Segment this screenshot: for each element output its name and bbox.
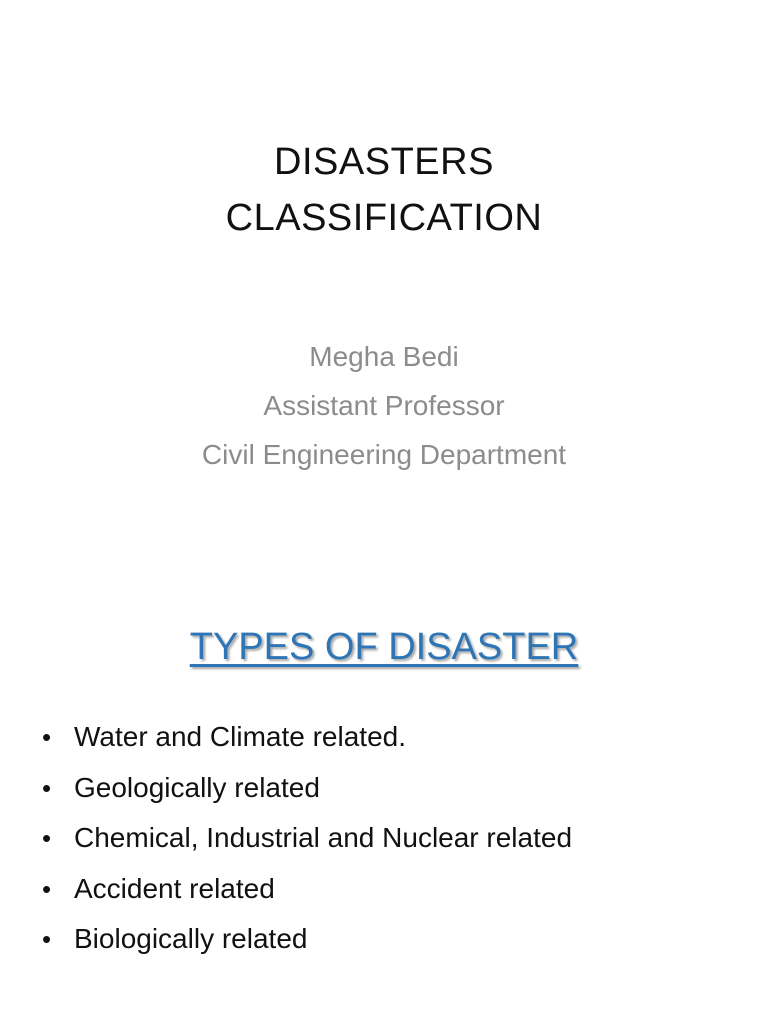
bullet-item <box>42 712 572 763</box>
bullet-item <box>42 864 572 915</box>
types-slide <box>0 512 768 1024</box>
bullet-text: Geologically related <box>74 771 320 803</box>
bullet-text: Accident related <box>74 872 275 904</box>
author-department: Civil Engineering Department <box>201 439 567 470</box>
bullet-item <box>42 914 572 965</box>
title-line: DISASTERS <box>274 141 494 183</box>
bullet-text: Water and Climate related. <box>74 721 406 752</box>
bullet-text: Biologically related <box>74 923 308 954</box>
bullet-item <box>42 813 572 864</box>
author-name: Megha Bedi <box>309 341 459 372</box>
slide-heading: TYPES OF DISASTER <box>189 626 579 668</box>
bullet-icon: • <box>42 772 52 803</box>
bullet-list <box>42 712 572 965</box>
bullet-item <box>42 763 572 814</box>
bullet-icon: • <box>42 823 52 853</box>
bullet-icon: • <box>42 873 52 904</box>
slide-title <box>0 134 768 246</box>
bullet-icon: • <box>42 924 52 954</box>
author-position: Assistant Professor <box>263 390 505 421</box>
bullet-icon: • <box>42 722 52 752</box>
title-line: CLASSIFICATION <box>225 197 543 239</box>
slide-subtitle <box>0 332 768 479</box>
bullet-text: Chemical, Industrial and Nuclear related <box>74 822 573 853</box>
